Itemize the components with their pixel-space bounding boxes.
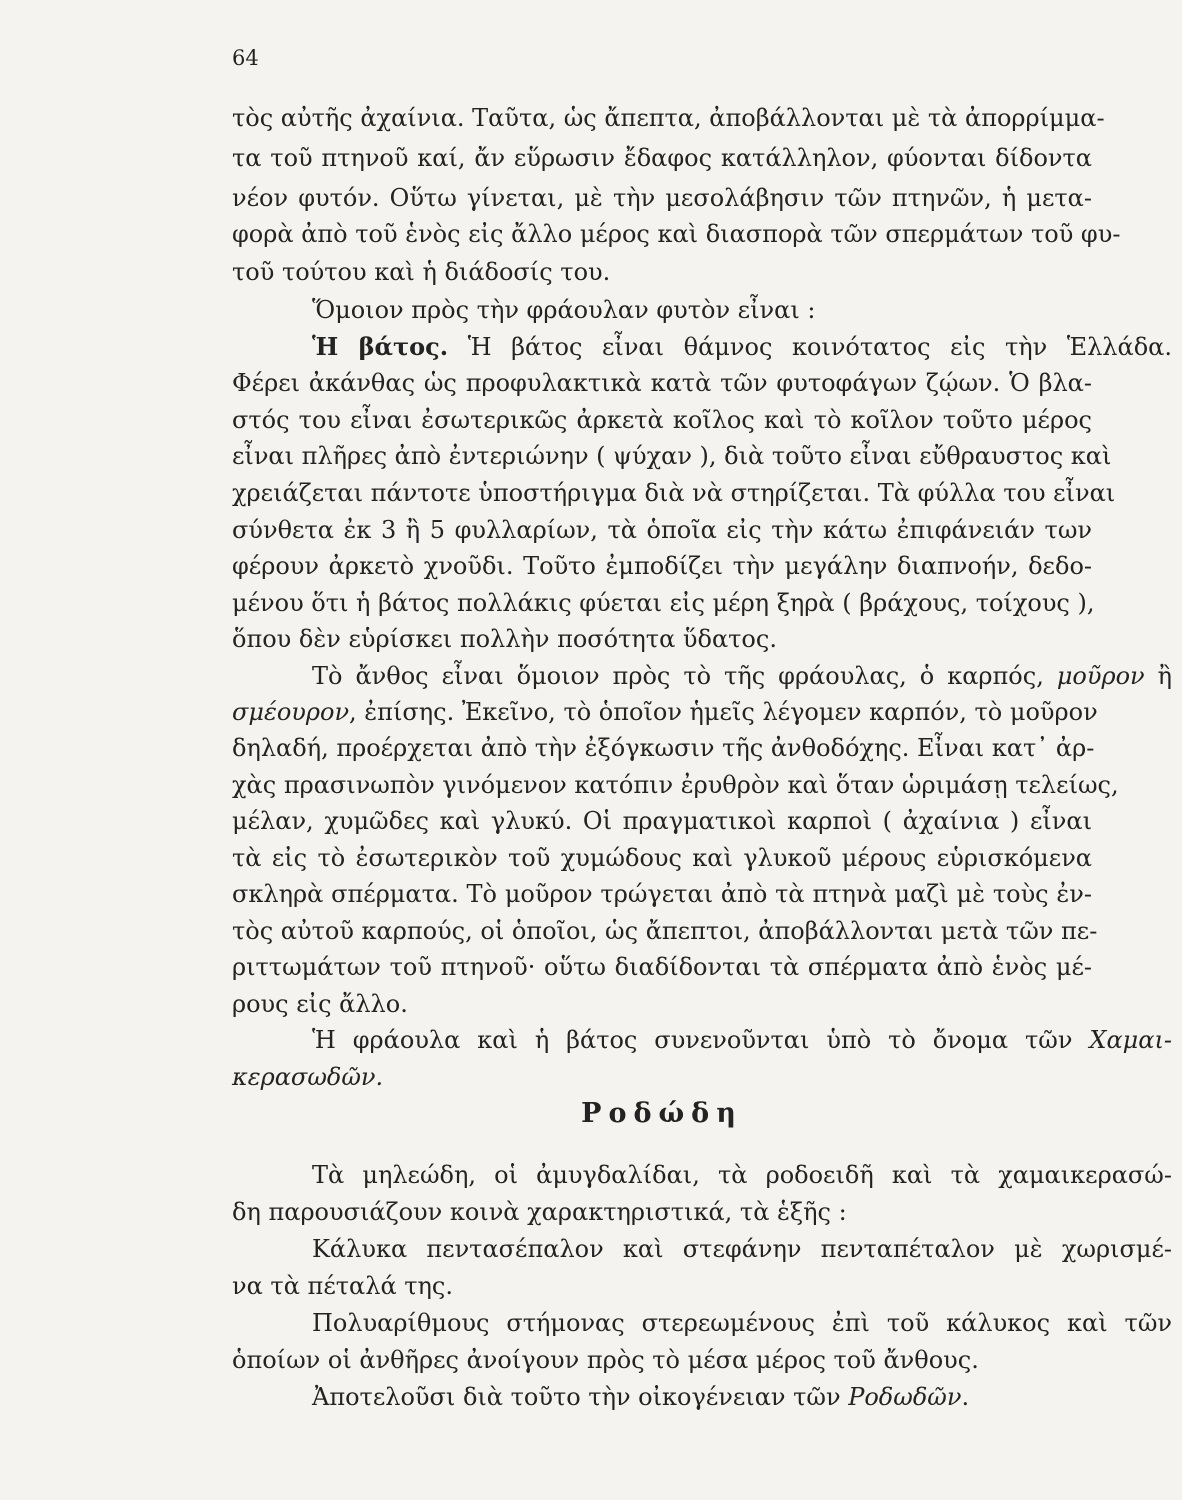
text-line: μέλαν, χυμῶδες καὶ γλυκύ. Οἱ πραγματικοὶ καρποὶ ( ἀχαίνια ) εἶναι — [232, 807, 1092, 835]
text-line: Τὰ μηλεώδη, οἱ ἀμυγδαλίδαι, τὰ ροδοειδῆ καὶ τὰ χαμαικερασώ- — [312, 1161, 1172, 1189]
text-line: ὅπου δὲν εὑρίσκει πολλὴν ποσότητα ὕδατος. — [232, 625, 777, 653]
bold-term: Ἡ βάτος. — [312, 332, 449, 361]
text-line: στός του εἶναι ἐσωτερικῶς ἀρκετὰ κοῖλος καὶ τὸ κοῖλον τοῦτο μέρος — [232, 406, 1092, 434]
text-line: τὸς αὐτοῦ καρπούς, οἱ ὁποῖοι, ὡς ἄπεπτοι, ἀποβάλλονται μετὰ τῶν πε- — [232, 917, 1098, 945]
text-line: φορὰ ἀπὸ τοῦ ἑνὸς εἰς ἄλλο μέρος καὶ διασπορὰ τῶν σπερμάτων τοῦ φυ- — [232, 220, 1121, 248]
text-line: χὰς πρασινωπὸν γινόμενον κατόπιν ἐρυθρὸν καὶ ὅταν ὡριμάσῃ τελείως, — [232, 771, 1119, 799]
text-line: ριττωμάτων τοῦ πτηνοῦ· οὕτω διαδίδονται τὰ σπέρματα ἀπὸ ἑνὸς μέ- — [232, 953, 1092, 981]
text-line-italic-end: Τὸ ἄνθος εἶναι ὅμοιον πρὸς τὸ τῆς φράουλας, ὁ καρπός, μοῦρον ἢ — [312, 662, 1172, 690]
italic-term: κερασωδῶν. — [232, 1063, 384, 1091]
text-line: σκληρὰ σπέρματα. Τὸ μοῦρον τρώγεται ἀπὸ τὰ πτηνὰ μαζὶ μὲ τοὺς ἐν- — [232, 880, 1092, 908]
text-line: φέρουν ἀρκετὸ χνοῦδι. Τοῦτο ἐμποδίζει τὴν μεγάλην διαπνοήν, δεδο- — [232, 552, 1092, 580]
page-number: 64 — [232, 46, 259, 70]
text-line: τὰ εἰς τὸ ἐσωτερικὸν τοῦ χυμώδους καὶ γλυκοῦ μέρους εὑρισκόμενα — [232, 844, 1092, 872]
text-line: χρειάζεται πάντοτε ὑποστήριγμα διὰ νὰ στηρίζεται. Τὰ φύλλα του εἶναι — [232, 479, 1116, 507]
text-line: τα τοῦ πτηνοῦ καί, ἄν εὕρωσιν ἔδαφος κατάλληλον, φύονται δίδοντα — [232, 144, 1092, 172]
text-line: δη παρουσιάζουν κοινὰ χαρακτηριστικά, τὰ ἑξῆς : — [232, 1198, 847, 1226]
text-line-italic-start: σμέουρον, ἐπίσης. Ἐκεῖνο, τὸ ὁποῖον ἡμεῖς λέγομεν καρπόν, τὸ μοῦρον — [232, 698, 1098, 726]
text-line: Φέρει ἀκάνθας ὡς προφυλακτικὰ κατὰ τῶν φυτοφάγων ζῴων. Ὁ βλα- — [232, 369, 1092, 397]
text-line: δηλαδή, προέρχεται ἀπὸ τὴν ἐξόγκωσιν τῆς ἀνθοδόχης. Εἶναι κατ᾽ ἀρ- — [232, 734, 1095, 762]
text-line: Ὅμοιον πρὸς τὴν φράουλαν φυτὸν εἶναι : — [312, 296, 816, 324]
text-line: τὸς αὐτῆς ἀχαίνια. Ταῦτα, ὡς ἄπεπτα, ἀποβάλλονται μὲ τὰ ἀπορρίμμα- — [232, 104, 1105, 132]
text-line: εἶναι πλῆρες ἀπὸ ἐντεριώνην ( ψύχαν ), διὰ τοῦτο εἶναι εὔθραυστος καὶ — [232, 442, 1112, 470]
text-line: Πολυαρίθμους στήμονας στερεωμένους ἐπὶ τοῦ κάλυκος καὶ τῶν — [312, 1309, 1172, 1337]
text-line: να τὰ πέταλά της. — [232, 1272, 454, 1300]
text-line: σύνθετα ἐκ 3 ἢ 5 φυλλαρίων, τὰ ὁποῖα εἰς τὴν κάτω ἐπιφάνειάν των — [232, 516, 1092, 544]
text-line: ὁποίων οἱ ἀνθῆρες ἀνοίγουν πρὸς τὸ μέσα μέρος τοῦ ἄνθους. — [232, 1346, 979, 1374]
text-line — [232, 1062, 1092, 1092]
text-line-italic-end: Ἡ φράουλα καὶ ἡ βάτος συνενοῦνται ὑπὸ τὸ ὄνομα τῶν Χαμαι- — [312, 1026, 1172, 1054]
text-line: νέον φυτόν. Οὕτω γίνεται, μὲ τὴν μεσολάβησιν τῶν πτηνῶν, ἡ μετα- — [232, 184, 1092, 212]
text-line-italic-end: Ἀποτελοῦσι διὰ τοῦτο τὴν οἰκογένειαν τῶν Ροδωδῶν. — [312, 1383, 970, 1411]
text-line: τοῦ τούτου καὶ ἡ διάδοσίς του. — [232, 258, 611, 286]
text-line: Κάλυκα πεντασέπαλον καὶ στεφάνην πενταπέταλον μὲ χωρισμέ- — [312, 1235, 1172, 1263]
text-line: ρους εἰς ἄλλο. — [232, 990, 408, 1018]
text-line-bold-start: Ἡ βάτος. Ἡ βάτος εἶναι θάμνος κοινότατος εἰς τὴν Ἑλλάδα. — [312, 332, 1172, 361]
text-line: μένου ὅτι ἡ βάτος πολλάκις φύεται εἰς μέρη ξηρὰ ( βράχους, τοίχους ), — [232, 589, 1095, 617]
section-heading: Ροδώδη — [581, 1098, 743, 1129]
